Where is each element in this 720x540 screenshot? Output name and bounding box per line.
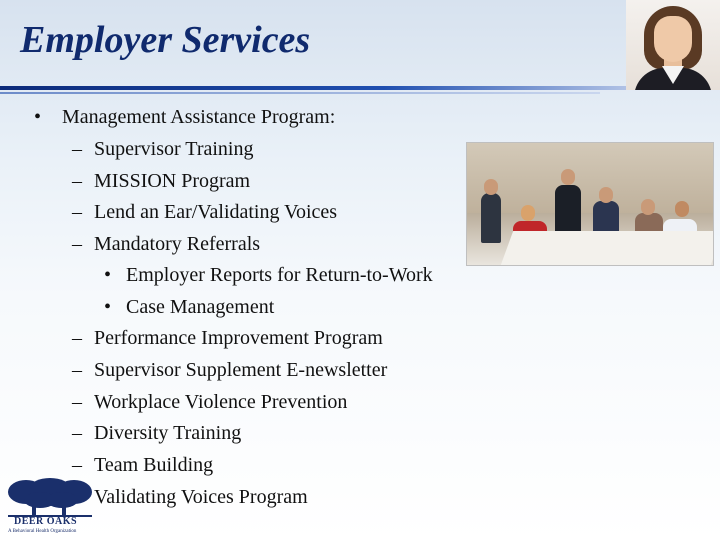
bullet-item: Validating Voices Program <box>94 486 308 508</box>
bullet-item: – Team Building <box>72 454 214 476</box>
oak-tree-icon <box>4 478 96 518</box>
logo-name: DEER OAKS <box>14 516 78 527</box>
slide-title: Employer Services <box>20 19 311 61</box>
bullet-item: • Management Assistance Program: <box>34 106 336 128</box>
bullet-item: – Lend an Ear/Validating Voices <box>72 201 338 223</box>
bullet-item: • Case Management <box>104 296 275 318</box>
bullet-item: – Performance Improvement Program <box>72 327 383 349</box>
bullet-item: – Diversity Training <box>72 422 242 444</box>
bullet-item: – Supervisor Supplement E-newsletter <box>72 359 388 381</box>
bullet-item: – Workplace Violence Prevention <box>72 391 348 413</box>
bullet-item: • Employer Reports for Return-to-Work <box>104 264 433 286</box>
bullet-item: – Supervisor Training <box>72 138 254 160</box>
bullet-item: – MISSION Program <box>72 170 251 192</box>
logo-tagline: A Behavioral Health Organization <box>8 529 77 534</box>
bullet-item: – Mandatory Referrals <box>72 233 261 255</box>
